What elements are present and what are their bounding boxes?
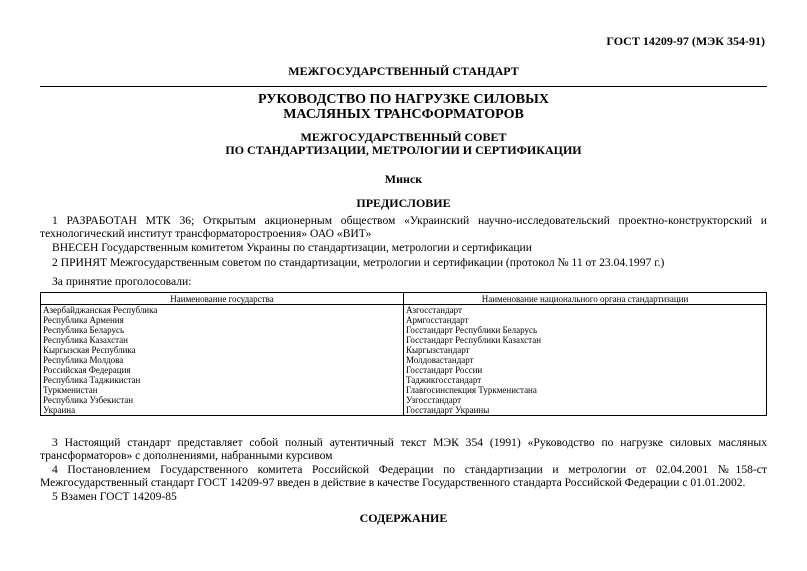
body-cell: Госстандарт Республики Беларусь xyxy=(404,325,767,335)
table-row xyxy=(41,395,767,405)
paragraph-5-text: 5 Взамен ГОСТ 14209-85 xyxy=(52,490,177,503)
paragraph-1 xyxy=(40,214,767,240)
title-line-2: МАСЛЯНЫХ ТРАНСФОРМАТОРОВ xyxy=(283,107,524,122)
city: Минск xyxy=(384,172,423,186)
body-cell: Главгосинспекция Туркменистана xyxy=(404,385,767,395)
table-row xyxy=(41,385,767,395)
council-line-1: МЕЖГОСУДАРСТВЕННЫЙ СОВЕТ xyxy=(300,130,507,144)
contents-heading: СОДЕРЖАНИЕ xyxy=(359,511,448,525)
paragraph-5 xyxy=(40,490,767,503)
paragraph-2 xyxy=(40,256,767,269)
state-cell: Республика Армения xyxy=(41,315,404,325)
paragraph-1b-text: ВНЕСЕН Государственным комитетом Украины по стандартизации, метрологии и сертификации xyxy=(52,241,532,254)
body-cell: Молдовастандарт xyxy=(404,355,767,365)
council-name xyxy=(0,131,807,157)
paragraph-1-text: 1 РАЗРАБОТАН МТК 36; Открытым акционерным обществом «Украинский научно-исследовательский проектно-конструкторский и технологический институт трансформаторостроения» ОАО «ВИТ» xyxy=(40,214,767,240)
header-rule xyxy=(40,86,767,87)
state-cell: Республика Беларусь xyxy=(41,325,404,335)
table-row xyxy=(41,375,767,385)
state-cell: Республика Казахстан xyxy=(41,335,404,345)
body-cell: Азгосстандарт xyxy=(404,305,767,316)
table-row xyxy=(41,355,767,365)
gost-code: ГОСТ 14209-97 (МЭК 354-91) xyxy=(606,34,765,48)
table-row xyxy=(41,345,767,355)
body-cell: Кыргызстандарт xyxy=(404,345,767,355)
table-row xyxy=(41,315,767,325)
paragraph-4-text: 4 Постановлением Государственного комитета Российской Федерации по стандартизации и метрологии от 02.04.2001 №158-ст Межгосударственный стандарт ГОСТ 14209-97 введен в действие в качестве Государственного стандарта Российской Федерации с 01.01.2002. xyxy=(40,463,767,489)
voting-states-table xyxy=(40,292,767,416)
body-cell: Таджикгосстандарт xyxy=(404,375,767,385)
paragraph-2b xyxy=(40,275,767,288)
table-row xyxy=(41,305,767,316)
paragraph-2-text: 2 ПРИНЯТ Межгосударственным советом по стандартизации, метрологии и сертификации (протокол № 11 от 23.04.1997 г.) xyxy=(52,256,665,269)
table-header-row xyxy=(41,293,767,305)
state-cell: Азербайджанская Республика xyxy=(41,305,404,316)
state-cell: Республика Молдова xyxy=(41,355,404,365)
state-cell: Кыргызская Республика xyxy=(41,345,404,355)
foreword-heading: ПРЕДИСЛОВИЕ xyxy=(356,196,451,210)
body-cell: Армгосстандарт xyxy=(404,315,767,325)
council-line-2: ПО СТАНДАРТИЗАЦИИ, МЕТРОЛОГИИ И СЕРТИФИКАЦИИ xyxy=(225,143,582,157)
title-line-1: РУКОВОДСТВО ПО НАГРУЗКЕ СИЛОВЫХ xyxy=(258,92,549,107)
body-cell: Госстандарт Украины xyxy=(404,405,767,416)
table-row xyxy=(41,325,767,335)
header-standards-body: Наименование национального органа стандартизации xyxy=(404,293,767,305)
table-row xyxy=(41,365,767,375)
state-cell: Российская Федерация xyxy=(41,365,404,375)
document-title xyxy=(0,92,807,122)
paragraph-4 xyxy=(40,463,767,489)
body-cell: Госстандарт Республики Казахстан xyxy=(404,335,767,345)
body-cell: Узгосстандарт xyxy=(404,395,767,405)
paragraph-3 xyxy=(40,436,767,462)
body-cell: Госстандарт России xyxy=(404,365,767,375)
paragraph-1b xyxy=(40,241,767,254)
state-cell: Туркменистан xyxy=(41,385,404,395)
paragraph-2b-text: За принятие проголосовали: xyxy=(52,275,192,288)
table-row xyxy=(41,335,767,345)
standard-type: МЕЖГОСУДАРСТВЕННЫЙ СТАНДАРТ xyxy=(288,64,519,78)
state-cell: Республика Узбекистан xyxy=(41,395,404,405)
paragraph-3-text: 3 Настоящий стандарт представляет собой полный аутентичный текст МЭК 354 (1991) «Руководство по нагрузке силовых масляных трансформаторов» с дополнениями, набранными курсивом xyxy=(40,436,767,462)
state-cell: Республика Таджикистан xyxy=(41,375,404,385)
state-cell: Украина xyxy=(41,405,404,416)
table-row xyxy=(41,405,767,416)
header-state: Наименование государства xyxy=(41,293,404,305)
